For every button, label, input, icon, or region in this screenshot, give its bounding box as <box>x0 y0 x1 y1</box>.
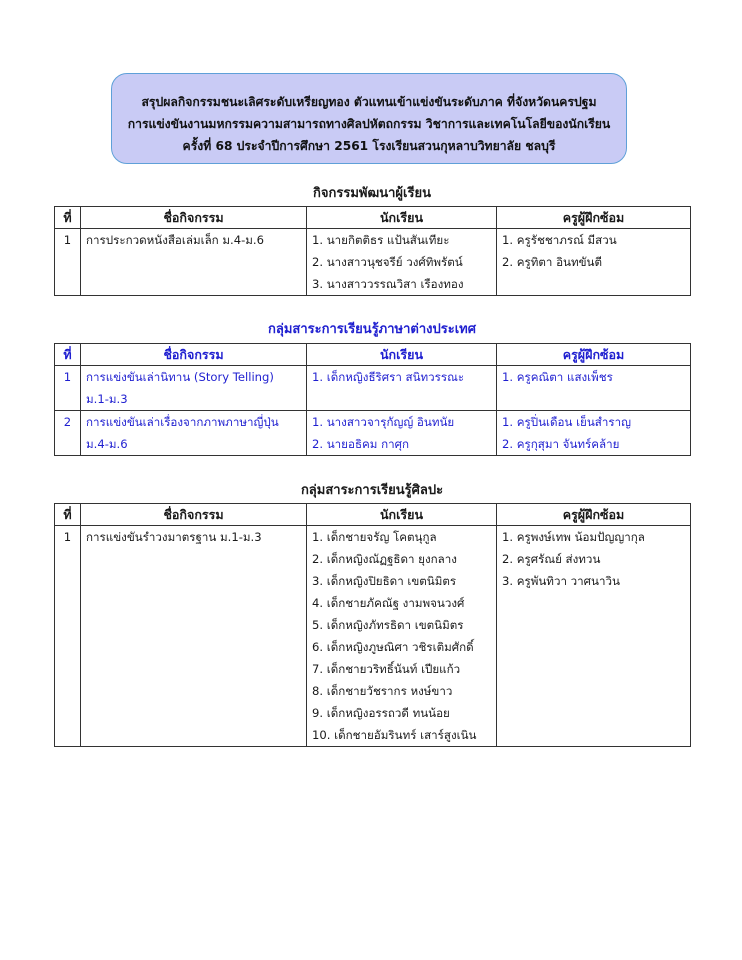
col-header-teachers: ครูผู้ฝึกซ้อม <box>497 504 691 526</box>
student-name: 2. นางสาวนุชจรีย์ วงศ์ทิพรัตน์ <box>312 255 463 269</box>
header-line-3: ครั้งที่ 68 ประจำปีการศึกษา 2561 โรงเรียนสวนกุหลาบวิทยาลัย ชลบุรี <box>182 139 556 153</box>
student-name: 7. เด็กชายวริทธิ์นันท์ เปียแก้ว <box>312 662 461 676</box>
table-header-row <box>55 344 691 366</box>
student-name: 5. เด็กหญิงภัทรธิดา เขตนิมิตร <box>312 618 464 632</box>
col-header-activity: ชื่อกิจกรรม <box>81 344 307 366</box>
document-header-box <box>111 73 627 164</box>
student-name: 9. เด็กหญิงอรรถวดี ทนน้อย <box>312 706 450 720</box>
student-name: 1. นายกิตติธร แป้นสันเทียะ <box>312 233 450 247</box>
teacher-name: 1. ครูพงษ์เทพ น้อมปัญญากุล <box>502 530 645 544</box>
table-row <box>55 229 691 296</box>
table-row <box>55 411 691 456</box>
table-foreign-languages <box>54 343 691 456</box>
student-name: 8. เด็กชายวัชรากร หงษ์ขาว <box>312 684 453 698</box>
col-header-teachers: ครูผู้ฝึกซ้อม <box>497 344 691 366</box>
table-header-row <box>55 207 691 229</box>
table-student-development <box>54 206 691 296</box>
student-name: 3. นางสาววรรณวิสา เรืองทอง <box>312 277 464 291</box>
teacher-name: 1. ครูรัชชาภรณ์ มีสวน <box>502 233 617 247</box>
student-name: 3. เด็กหญิงปิยธิดา เขตนิมิตร <box>312 574 457 588</box>
table-row <box>55 366 691 411</box>
activity-level: ม.1-ม.3 <box>86 392 128 406</box>
student-name: 10. เด็กชายอัมรินทร์ เสาร์สูงเนิน <box>312 728 477 742</box>
row-number: 1 <box>55 229 81 296</box>
activity-name: การแข่งขันเล่าเรื่องจากภาพภาษาญี่ปุ่น <box>86 415 279 429</box>
teachers-cell <box>497 411 691 456</box>
activity-cell <box>81 229 307 296</box>
activity-cell <box>81 411 307 456</box>
teacher-name: 2. ครูศรัณย์ ส่งทวน <box>502 552 601 566</box>
col-header-no: ที่ <box>55 344 81 366</box>
col-header-students: นักเรียน <box>307 207 497 229</box>
col-header-activity: ชื่อกิจกรรม <box>81 504 307 526</box>
row-number: 1 <box>55 366 81 411</box>
student-name: 2. นายอธิคม กาศุก <box>312 437 410 451</box>
teachers-cell <box>497 229 691 296</box>
student-name: 1. เด็กชายจรัญ โคตนุกูล <box>312 530 437 544</box>
section-title-foreign-languages: กลุ่มสาระการเรียนรู้ภาษาต่างประเทศ <box>268 322 476 337</box>
col-header-activity: ชื่อกิจกรรม <box>81 207 307 229</box>
teacher-name: 2. ครูกุสุมา จันทร์คล้าย <box>502 437 620 451</box>
table-arts <box>54 503 691 747</box>
activity-level: ม.4-ม.6 <box>86 437 128 451</box>
header-line-1: สรุปผลกิจกรรมชนะเลิศระดับเหรียญทอง ตัวแทนเข้าแข่งขันระดับภาค ที่จังหวัดนครปฐม <box>141 95 597 109</box>
student-name: 1. นางสาวจารุกัญญ์ อินทนัย <box>312 415 455 429</box>
teachers-cell <box>497 366 691 411</box>
teacher-name: 3. ครูพันทิวา วาศนาวิน <box>502 574 620 588</box>
teachers-cell <box>497 526 691 747</box>
row-number: 2 <box>55 411 81 456</box>
student-name: 4. เด็กชายภัคณัฐ งามพจนวงศ์ <box>312 596 465 610</box>
row-number: 1 <box>55 526 81 747</box>
section-title-arts: กลุ่มสาระการเรียนรู้ศิลปะ <box>300 483 444 498</box>
student-name: 6. เด็กหญิงภูษณิศา วชิรเติมศักดิ์ <box>312 640 474 654</box>
students-cell <box>307 366 497 411</box>
student-name: 1. เด็กหญิงธีริศรา สนิทวรรณะ <box>312 370 465 384</box>
students-cell <box>307 229 497 296</box>
activity-cell <box>81 526 307 747</box>
activity-name: การแข่งขันรำวงมาตรฐาน ม.1-ม.3 <box>86 530 262 544</box>
teacher-name: 2. ครูทิตา อินทขันตี <box>502 255 603 269</box>
col-header-students: นักเรียน <box>307 504 497 526</box>
teacher-name: 1. ครูปิ่นเดือน เย็นสำราญ <box>502 415 631 429</box>
section-title-student-development: กิจกรรมพัฒนาผู้เรียน <box>313 186 431 201</box>
col-header-no: ที่ <box>55 504 81 526</box>
students-cell <box>307 526 497 747</box>
activity-name: การประกวดหนังสือเล่มเล็ก ม.4-ม.6 <box>86 233 264 247</box>
col-header-teachers: ครูผู้ฝึกซ้อม <box>497 207 691 229</box>
student-name: 2. เด็กหญิงณัฏฐธิดา ยุงกลาง <box>312 552 457 566</box>
teacher-name: 1. ครูคณิตา แสงเพ็ชร <box>502 370 613 384</box>
col-header-students: นักเรียน <box>307 344 497 366</box>
header-line-2: การแข่งขันงานมหกรรมความสามารถทางศิลปหัตถกรรม วิชาการและเทคโนโลยีของนักเรียน <box>127 117 611 131</box>
table-header-row <box>55 504 691 526</box>
activity-name: การแข่งขันเล่านิทาน (Story Telling) <box>86 370 274 384</box>
students-cell <box>307 411 497 456</box>
activity-cell <box>81 366 307 411</box>
col-header-no: ที่ <box>55 207 81 229</box>
table-row <box>55 526 691 747</box>
